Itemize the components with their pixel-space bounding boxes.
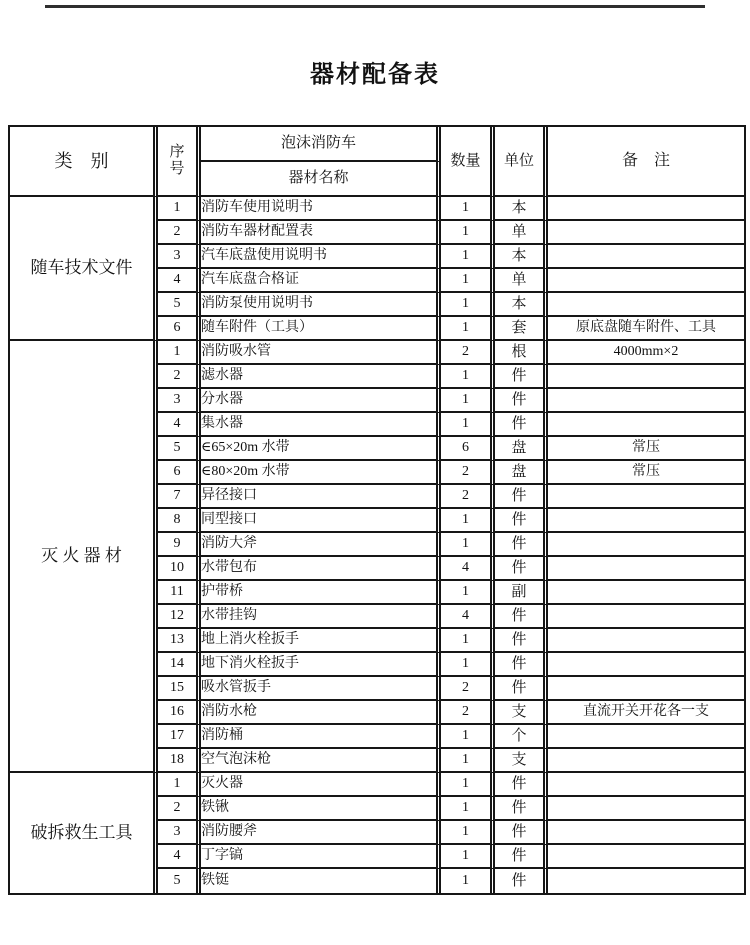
header-unit: 单位 xyxy=(495,127,548,197)
remark-cell xyxy=(548,773,744,797)
unit-cell: 副 xyxy=(495,581,548,605)
quantity-cell: 1 xyxy=(441,749,495,773)
equipment-name-cell: 消防腰斧 xyxy=(201,821,441,845)
equipment-name-cell: ∈65×20m 水带 xyxy=(201,437,441,461)
serial-cell: 1 xyxy=(158,341,201,365)
equipment-name-cell: 汽车底盘合格证 xyxy=(201,269,441,293)
header-category: 类 别 xyxy=(10,127,158,197)
quantity-cell: 1 xyxy=(441,413,495,437)
equipment-name-cell: 消防车器材配置表 xyxy=(201,221,441,245)
header-serial-no xyxy=(158,127,201,197)
equipment-name-cell: 汽车底盘使用说明书 xyxy=(201,245,441,269)
remark-cell xyxy=(548,413,744,437)
remark-cell: 4000mm×2 xyxy=(548,341,744,365)
quantity-cell: 1 xyxy=(441,821,495,845)
remark-cell xyxy=(548,221,744,245)
quantity-cell: 2 xyxy=(441,341,495,365)
serial-cell: 9 xyxy=(158,533,201,557)
serial-cell: 5 xyxy=(158,293,201,317)
unit-cell: 件 xyxy=(495,413,548,437)
header-vehicle-type: 泡沫消防车 xyxy=(201,127,441,162)
quantity-cell: 1 xyxy=(441,269,495,293)
serial-cell: 7 xyxy=(158,485,201,509)
serial-cell: 4 xyxy=(158,413,201,437)
equipment-name-cell: 分水器 xyxy=(201,389,441,413)
quantity-cell: 6 xyxy=(441,437,495,461)
equipment-name-cell: 集水器 xyxy=(201,413,441,437)
remark-cell xyxy=(548,749,744,773)
serial-cell: 3 xyxy=(158,245,201,269)
unit-cell: 支 xyxy=(495,701,548,725)
unit-cell: 支 xyxy=(495,749,548,773)
unit-cell: 件 xyxy=(495,653,548,677)
quantity-cell: 1 xyxy=(441,197,495,221)
quantity-cell: 4 xyxy=(441,557,495,581)
equipment-name-cell: 滤水器 xyxy=(201,365,441,389)
serial-cell: 2 xyxy=(158,365,201,389)
serial-cell: 18 xyxy=(158,749,201,773)
remark-cell xyxy=(548,485,744,509)
unit-cell: 单 xyxy=(495,221,548,245)
serial-cell: 16 xyxy=(158,701,201,725)
unit-cell: 件 xyxy=(495,485,548,509)
remark-cell: 常压 xyxy=(548,437,744,461)
quantity-cell: 1 xyxy=(441,581,495,605)
quantity-cell: 1 xyxy=(441,365,495,389)
unit-cell: 件 xyxy=(495,605,548,629)
unit-cell: 件 xyxy=(495,533,548,557)
remark-cell xyxy=(548,557,744,581)
remark-cell xyxy=(548,581,744,605)
serial-cell: 8 xyxy=(158,509,201,533)
remark-cell xyxy=(548,197,744,221)
table-row xyxy=(10,197,744,221)
serial-cell: 6 xyxy=(158,461,201,485)
header-remarks: 备 注 xyxy=(548,127,744,197)
equipment-name-cell: 水带挂钩 xyxy=(201,605,441,629)
remark-cell xyxy=(548,821,744,845)
unit-cell: 单 xyxy=(495,269,548,293)
header-row-1 xyxy=(10,127,744,162)
serial-cell: 6 xyxy=(158,317,201,341)
equipment-name-cell: 吸水管扳手 xyxy=(201,677,441,701)
equipment-name-cell: 消防大斧 xyxy=(201,533,441,557)
serial-cell: 10 xyxy=(158,557,201,581)
equipment-name-cell: 消防桶 xyxy=(201,725,441,749)
remark-cell xyxy=(548,293,744,317)
equipment-name-cell: 同型接口 xyxy=(201,509,441,533)
quantity-cell: 2 xyxy=(441,677,495,701)
equipment-name-cell: 铁铤 xyxy=(201,869,441,893)
quantity-cell: 1 xyxy=(441,317,495,341)
remark-cell xyxy=(548,269,744,293)
serial-cell: 1 xyxy=(158,197,201,221)
remark-cell xyxy=(548,629,744,653)
category-cell: 破拆救生工具 xyxy=(10,773,158,893)
equipment-name-cell: 消防泵使用说明书 xyxy=(201,293,441,317)
table-header xyxy=(10,127,744,197)
equipment-table xyxy=(8,125,746,895)
equipment-name-cell: 地下消火栓扳手 xyxy=(201,653,441,677)
unit-cell: 件 xyxy=(495,365,548,389)
header-quantity: 数量 xyxy=(441,127,495,197)
unit-cell: 盘 xyxy=(495,461,548,485)
equipment-name-cell: 消防车使用说明书 xyxy=(201,197,441,221)
unit-cell: 件 xyxy=(495,557,548,581)
page-title: 器材配备表 xyxy=(310,62,440,89)
remark-cell xyxy=(548,797,744,821)
equipment-name-cell: 随车附件（工具） xyxy=(201,317,441,341)
quantity-cell: 1 xyxy=(441,245,495,269)
remark-cell xyxy=(548,869,744,893)
unit-cell: 件 xyxy=(495,773,548,797)
remark-cell xyxy=(548,845,744,869)
unit-cell: 件 xyxy=(495,509,548,533)
equipment-name-cell: 异径接口 xyxy=(201,485,441,509)
quantity-cell: 2 xyxy=(441,701,495,725)
top-rule xyxy=(45,5,705,8)
unit-cell: 根 xyxy=(495,341,548,365)
quantity-cell: 1 xyxy=(441,293,495,317)
unit-cell: 件 xyxy=(495,821,548,845)
quantity-cell: 1 xyxy=(441,869,495,893)
remark-cell: 原底盘随车附件、工具 xyxy=(548,317,744,341)
unit-cell: 盘 xyxy=(495,437,548,461)
equipment-table-body xyxy=(10,197,744,893)
quantity-cell: 1 xyxy=(441,389,495,413)
equipment-name-cell: 护带桥 xyxy=(201,581,441,605)
unit-cell: 本 xyxy=(495,293,548,317)
equipment-name-cell: 铁锹 xyxy=(201,797,441,821)
quantity-cell: 1 xyxy=(441,509,495,533)
unit-cell: 件 xyxy=(495,389,548,413)
unit-cell: 本 xyxy=(495,245,548,269)
equipment-name-cell: 灭火器 xyxy=(201,773,441,797)
equipment-name-cell: 消防水枪 xyxy=(201,701,441,725)
serial-cell: 2 xyxy=(158,797,201,821)
quantity-cell: 1 xyxy=(441,629,495,653)
quantity-cell: 2 xyxy=(441,485,495,509)
serial-cell: 5 xyxy=(158,437,201,461)
serial-cell: 2 xyxy=(158,221,201,245)
unit-cell: 件 xyxy=(495,629,548,653)
remark-cell xyxy=(548,245,744,269)
equipment-name-cell: 丁字镐 xyxy=(201,845,441,869)
equipment-table-container xyxy=(8,125,746,895)
remark-cell: 常压 xyxy=(548,461,744,485)
unit-cell: 套 xyxy=(495,317,548,341)
serial-cell: 4 xyxy=(158,269,201,293)
table-row xyxy=(10,773,744,797)
unit-cell: 本 xyxy=(495,197,548,221)
serial-cell: 17 xyxy=(158,725,201,749)
quantity-cell: 1 xyxy=(441,845,495,869)
header-serial-top: 序 xyxy=(169,144,185,160)
unit-cell: 个 xyxy=(495,725,548,749)
quantity-cell: 2 xyxy=(441,461,495,485)
serial-cell: 4 xyxy=(158,845,201,869)
equipment-name-cell: 空气泡沫枪 xyxy=(201,749,441,773)
quantity-cell: 1 xyxy=(441,533,495,557)
serial-cell: 5 xyxy=(158,869,201,893)
remark-cell xyxy=(548,365,744,389)
category-cell: 灭 火 器 材 xyxy=(10,341,158,773)
remark-cell xyxy=(548,653,744,677)
remark-cell xyxy=(548,509,744,533)
serial-cell: 15 xyxy=(158,677,201,701)
remark-cell xyxy=(548,389,744,413)
quantity-cell: 1 xyxy=(441,653,495,677)
remark-cell: 直流开关开花各一支 xyxy=(548,701,744,725)
equipment-name-cell: ∈80×20m 水带 xyxy=(201,461,441,485)
equipment-name-cell: 水带包布 xyxy=(201,557,441,581)
equipment-name-cell: 消防吸水管 xyxy=(201,341,441,365)
unit-cell: 件 xyxy=(495,845,548,869)
equipment-name-cell: 地上消火栓扳手 xyxy=(201,629,441,653)
serial-cell: 14 xyxy=(158,653,201,677)
remark-cell xyxy=(548,725,744,749)
unit-cell: 件 xyxy=(495,677,548,701)
header-equipment-name: 器材名称 xyxy=(201,162,441,197)
quantity-cell: 1 xyxy=(441,773,495,797)
unit-cell: 件 xyxy=(495,869,548,893)
serial-cell: 3 xyxy=(158,821,201,845)
quantity-cell: 1 xyxy=(441,797,495,821)
remark-cell xyxy=(548,677,744,701)
table-row xyxy=(10,341,744,365)
serial-cell: 11 xyxy=(158,581,201,605)
unit-cell: 件 xyxy=(495,797,548,821)
serial-cell: 3 xyxy=(158,389,201,413)
serial-cell: 12 xyxy=(158,605,201,629)
remark-cell xyxy=(548,605,744,629)
quantity-cell: 1 xyxy=(441,221,495,245)
category-cell: 随车技术文件 xyxy=(10,197,158,341)
header-serial-bottom: 号 xyxy=(169,161,185,177)
quantity-cell: 4 xyxy=(441,605,495,629)
serial-cell: 13 xyxy=(158,629,201,653)
remark-cell xyxy=(548,533,744,557)
quantity-cell: 1 xyxy=(441,725,495,749)
serial-cell: 1 xyxy=(158,773,201,797)
